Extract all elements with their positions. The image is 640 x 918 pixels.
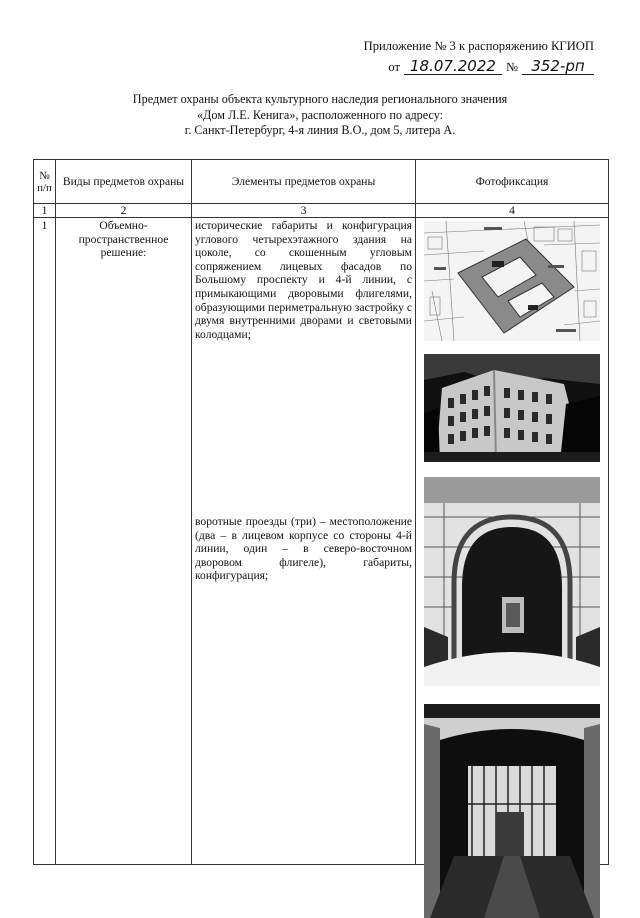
table-row bbox=[34, 218, 609, 865]
title-line-1: Предмет охраны объекта культурного наследия регионального значения bbox=[132, 92, 508, 106]
header-kinds: Виды предметов охраны bbox=[56, 160, 192, 204]
order-number: 352-рп bbox=[522, 58, 594, 75]
element-gateways: воротные проезды (три) – местоположение (два – в лицевом корпусе со стороны 4-й линии, один – в северо-восточном дворовом флигеле), габариты, конфигурация; bbox=[195, 515, 412, 583]
row-number: 1 bbox=[34, 218, 56, 865]
column-number: 1 bbox=[34, 204, 56, 218]
column-number: 2 bbox=[56, 204, 192, 218]
protection-kind: Объемно-пространственное решение: bbox=[56, 218, 192, 865]
document-title bbox=[0, 92, 640, 139]
building-photo bbox=[424, 354, 600, 462]
number-label: № bbox=[505, 60, 518, 74]
from-label: от bbox=[388, 60, 400, 74]
order-date: 18.07.2022 bbox=[404, 58, 502, 75]
column-number: 4 bbox=[416, 204, 609, 218]
order-reference bbox=[364, 58, 594, 75]
protection-table bbox=[33, 159, 609, 865]
header-elements: Элементы предметов охраны bbox=[192, 160, 416, 204]
appendix-line: Приложение № 3 к распоряжению КГИОП bbox=[363, 39, 594, 53]
column-number: 3 bbox=[192, 204, 416, 218]
gateway-photo-1 bbox=[424, 477, 600, 686]
gateway-photo-2 bbox=[424, 704, 600, 918]
site-plan-image bbox=[424, 221, 600, 341]
title-line-2: «Дом Л.Е. Кенига», расположенного по адресу: bbox=[196, 107, 444, 122]
column-number-row bbox=[34, 204, 609, 218]
table-header-row bbox=[34, 160, 609, 204]
header-photos: Фотофиксация bbox=[416, 160, 609, 204]
header-number: № п/п bbox=[34, 160, 56, 204]
document-header bbox=[364, 38, 594, 75]
protection-elements bbox=[192, 218, 416, 865]
element-building-configuration: исторические габариты и конфигурация углового четырехэтажного здания на цоколе, со скошенным угловым сопряжением лицевых фасадов по Большому проспекту и 4-й линии, с примыкающими дворовыми флигелями, образующими периметральную застройку с двумя внутренними дворами и световыми колодцами; bbox=[195, 219, 412, 341]
title-line-3: г. Санкт-Петербург, 4-я линия В.О., дом 5, литера А. bbox=[184, 123, 456, 137]
photo-column bbox=[416, 218, 609, 865]
